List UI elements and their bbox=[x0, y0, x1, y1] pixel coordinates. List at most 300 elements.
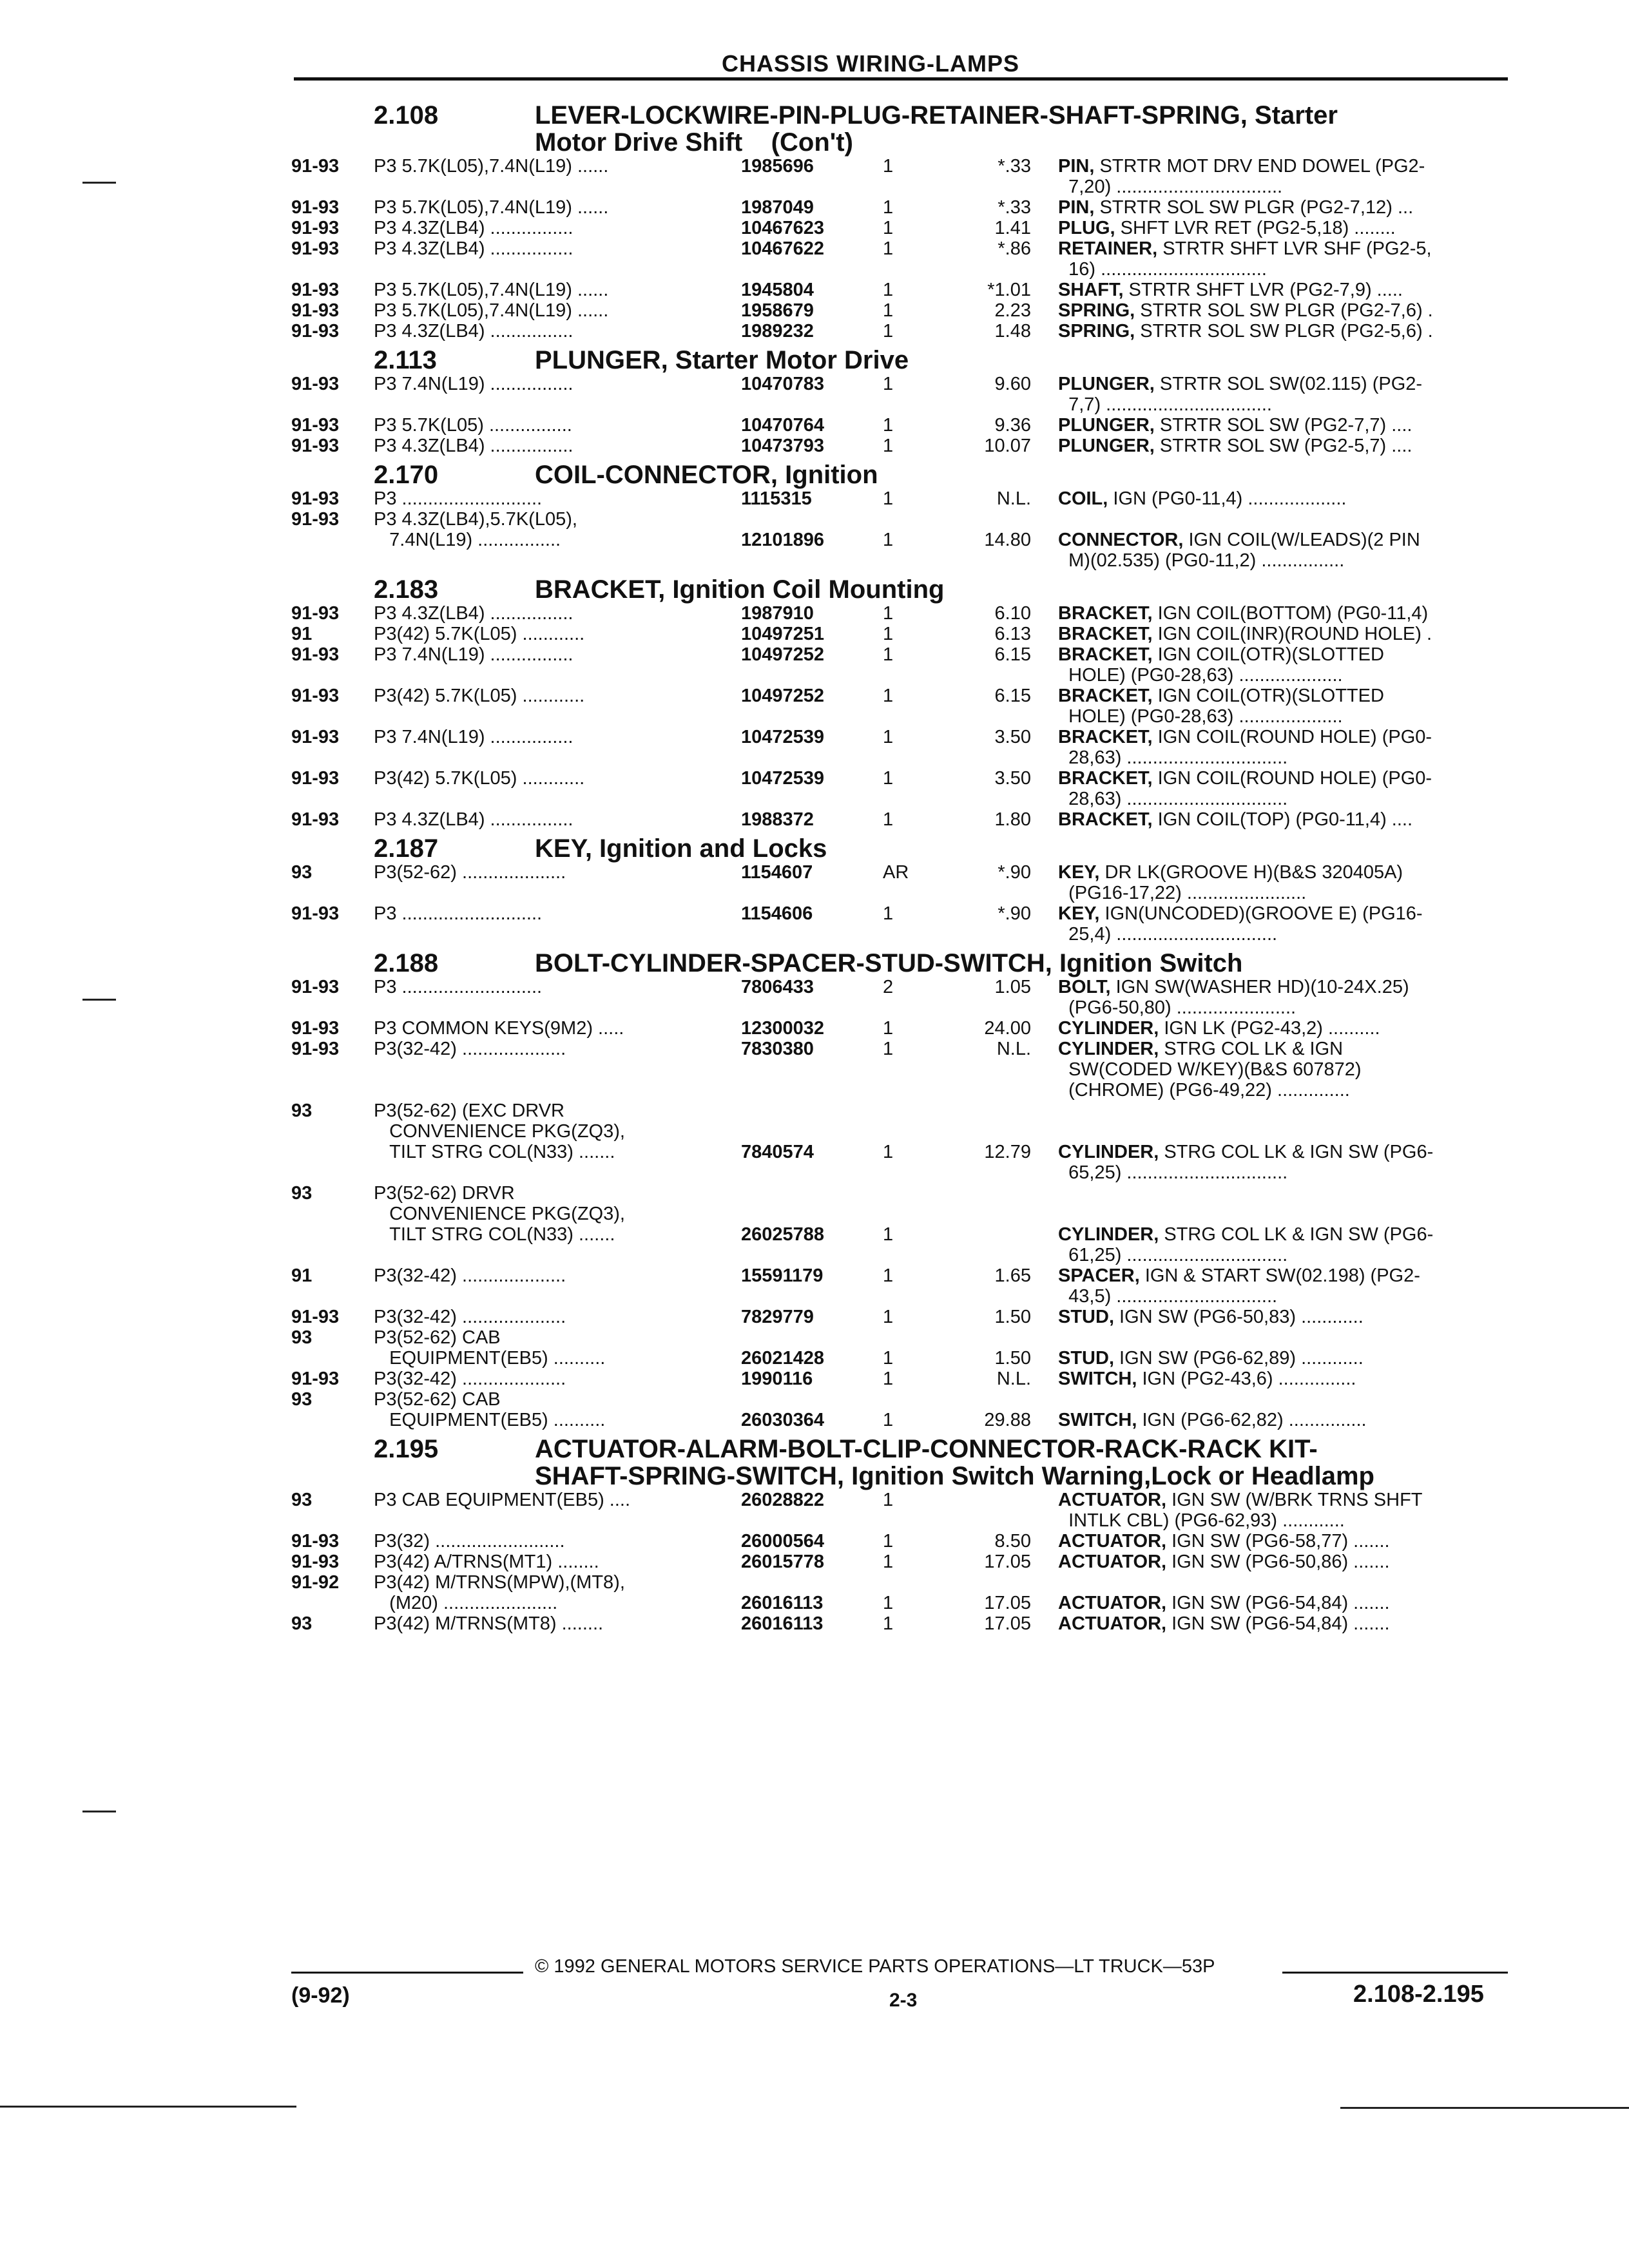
part-row bbox=[291, 1531, 1516, 1552]
part-row bbox=[291, 280, 1516, 300]
part-name: STUD, bbox=[1058, 1348, 1114, 1369]
part-detail: IGN LK (PG2-43,2) .......... bbox=[1159, 1018, 1380, 1039]
part-detail: STRG COL LK & IGN SW(CODED W/KEY)(B&S 607872) (CHROME) (PG6-49,22) .............. bbox=[1068, 1039, 1362, 1100]
quantity: 1 bbox=[883, 768, 894, 789]
application: P3(32-42) .................... bbox=[374, 1369, 566, 1389]
part-number: 26025788 bbox=[741, 1224, 825, 1245]
part-number: 10470783 bbox=[741, 374, 825, 394]
section-title: LEVER-LOCKWIRE-PIN-PLUG-RETAINER-SHAFT-SPRING, Starter bbox=[535, 101, 1338, 130]
quantity: 1 bbox=[883, 1613, 894, 1634]
part-number: 1154606 bbox=[741, 903, 813, 924]
quantity: 1 bbox=[883, 415, 894, 436]
model-years: 91-93 bbox=[291, 488, 340, 509]
part-number: 1985696 bbox=[741, 156, 814, 177]
description bbox=[1058, 1552, 1516, 1572]
part-name: RETAINER, bbox=[1058, 238, 1158, 259]
part-number: 10473793 bbox=[741, 436, 825, 456]
quantity: 2 bbox=[883, 977, 894, 997]
model-years: 93 bbox=[291, 1100, 313, 1121]
part-detail: STRTR SHFT LVR SHF (PG2-5, 16) ................................ bbox=[1068, 238, 1432, 280]
part-detail: IGN COIL(W/LEADS)(2 PIN M)(02.535) (PG0-11,2) ................ bbox=[1068, 530, 1420, 571]
model-years: 91-93 bbox=[291, 374, 340, 394]
part-name: ACTUATOR, bbox=[1058, 1490, 1167, 1510]
part-name: PLUG, bbox=[1058, 218, 1115, 238]
quantity: 1 bbox=[883, 1552, 894, 1572]
description bbox=[1058, 1531, 1516, 1552]
application: P3 5.7K(L05),7.4N(L19) ...... bbox=[374, 300, 609, 321]
price: 1.48 bbox=[994, 321, 1031, 341]
application: P3 COMMON KEYS(9M2) ..... bbox=[374, 1018, 624, 1039]
section-number: 2.108 bbox=[374, 101, 439, 130]
part-detail: IGN COIL(BOTTOM) (PG0-11,4) bbox=[1152, 603, 1429, 624]
part-number: 12300032 bbox=[741, 1018, 825, 1039]
part-number: 1987049 bbox=[741, 197, 814, 218]
part-name: STUD, bbox=[1058, 1307, 1114, 1327]
description bbox=[1058, 903, 1516, 945]
description bbox=[1058, 1018, 1516, 1039]
footer-rule bbox=[291, 1972, 523, 1974]
part-detail: STRG COL LK & IGN SW (PG6- 65,25) ............................... bbox=[1068, 1142, 1434, 1183]
price: 3.50 bbox=[994, 768, 1031, 789]
part-row bbox=[291, 1572, 1516, 1613]
description bbox=[1058, 280, 1516, 300]
section-title-block bbox=[535, 1436, 1516, 1490]
model-years: 91-93 bbox=[291, 809, 340, 830]
description bbox=[1058, 1369, 1516, 1389]
model-years: 93 bbox=[291, 862, 313, 883]
price bbox=[941, 1490, 1058, 1531]
quantity: 1 bbox=[883, 1224, 894, 1245]
part-number: 1987910 bbox=[741, 603, 814, 624]
application: P3(32-42) .................... bbox=[374, 1265, 566, 1286]
quantity: 1 bbox=[883, 1307, 894, 1327]
quantity: 1 bbox=[883, 809, 894, 830]
part-detail: IGN SW (PG6-50,83) ............ bbox=[1114, 1307, 1364, 1327]
part-row bbox=[291, 1552, 1516, 1572]
part-number: 1958679 bbox=[741, 300, 814, 321]
section-header bbox=[291, 576, 1516, 603]
quantity: 1 bbox=[883, 1593, 894, 1613]
section-title-cont: SHAFT-SPRING-SWITCH, Ignition Switch Warning,Lock or Headlamp bbox=[535, 1462, 1374, 1490]
part-row bbox=[291, 1039, 1516, 1100]
quantity: 1 bbox=[883, 300, 894, 321]
part-number: 7806433 bbox=[741, 977, 814, 997]
description bbox=[1058, 374, 1516, 415]
part-name: BRACKET, bbox=[1058, 727, 1153, 747]
model-years: 91 bbox=[291, 1265, 313, 1286]
model-years: 91-93 bbox=[291, 603, 340, 624]
description bbox=[1058, 415, 1516, 436]
part-name: PLUNGER, bbox=[1058, 415, 1155, 436]
part-name: COIL, bbox=[1058, 488, 1108, 509]
scan-line bbox=[1340, 2107, 1629, 2109]
section-header bbox=[291, 102, 1516, 156]
part-number: 1989232 bbox=[741, 321, 814, 341]
application: P3 4.3Z(LB4),5.7K(L05), 7.4N(L19) ................ bbox=[374, 509, 577, 550]
part-row bbox=[291, 488, 1516, 509]
model-years: 93 bbox=[291, 1327, 313, 1348]
price: 17.05 bbox=[984, 1552, 1031, 1572]
footer-copyright: © 1992 GENERAL MOTORS SERVICE PARTS OPERATIONS—LT TRUCK—53P bbox=[535, 1956, 1215, 1977]
part-row bbox=[291, 809, 1516, 830]
application: P3(52-62) CAB EQUIPMENT(EB5) .......... bbox=[374, 1327, 606, 1369]
model-years: 91-93 bbox=[291, 686, 340, 706]
part-detail: STRTR SHFT LVR (PG2-7,9) ..... bbox=[1123, 280, 1403, 300]
quantity: 1 bbox=[883, 1348, 894, 1369]
description bbox=[1058, 509, 1516, 571]
model-years: 93 bbox=[291, 1389, 313, 1410]
part-detail: STRG COL LK & IGN SW (PG6- 61,25) ............................... bbox=[1068, 1224, 1434, 1265]
price: 14.80 bbox=[984, 530, 1031, 550]
part-row bbox=[291, 644, 1516, 686]
punch-mark bbox=[82, 182, 116, 184]
description bbox=[1058, 300, 1516, 321]
section-title-block bbox=[535, 461, 1516, 488]
model-years: 91-93 bbox=[291, 1369, 340, 1389]
part-number: 7829779 bbox=[741, 1307, 814, 1327]
part-name: SPRING, bbox=[1058, 300, 1135, 321]
model-years: 91-93 bbox=[291, 238, 340, 259]
price: 6.15 bbox=[994, 644, 1031, 665]
quantity: 1 bbox=[883, 686, 894, 706]
part-row bbox=[291, 300, 1516, 321]
quantity: 1 bbox=[883, 624, 894, 644]
section-header bbox=[291, 347, 1516, 374]
price: N.L. bbox=[996, 488, 1031, 509]
part-detail: SHFT LVR RET (PG2-5,18) ........ bbox=[1115, 218, 1396, 238]
part-row bbox=[291, 1389, 1516, 1430]
footer-rule bbox=[1282, 1972, 1508, 1974]
quantity: 1 bbox=[883, 156, 894, 177]
application: P3 4.3Z(LB4) ................ bbox=[374, 321, 574, 341]
model-years: 91-93 bbox=[291, 321, 340, 341]
description bbox=[1058, 1327, 1516, 1369]
description bbox=[1058, 1307, 1516, 1327]
price: 2.23 bbox=[994, 300, 1031, 321]
part-name: BOLT, bbox=[1058, 977, 1111, 997]
parts-list bbox=[291, 97, 1516, 1634]
model-years: 91-93 bbox=[291, 1018, 340, 1039]
part-number: 26015778 bbox=[741, 1552, 825, 1572]
title-rule bbox=[294, 77, 1508, 81]
part-row bbox=[291, 624, 1516, 644]
application: P3 7.4N(L19) ................ bbox=[374, 727, 574, 747]
price: *.33 bbox=[998, 156, 1031, 177]
part-row bbox=[291, 903, 1516, 945]
part-number: 7840574 bbox=[741, 1142, 814, 1162]
description bbox=[1058, 809, 1516, 830]
part-number: 26030364 bbox=[741, 1410, 825, 1430]
price: N.L. bbox=[996, 1039, 1031, 1059]
quantity: 1 bbox=[883, 603, 894, 624]
part-name: ACTUATOR, bbox=[1058, 1531, 1167, 1552]
section-number: 2.113 bbox=[374, 346, 437, 374]
part-detail: IGN SW (W/BRK TRNS SHFT INTLK CBL) (PG6-62,93) ............ bbox=[1068, 1490, 1423, 1531]
part-number: 26016113 bbox=[741, 1613, 824, 1634]
application: P3 4.3Z(LB4) ................ bbox=[374, 218, 574, 238]
application: P3(52-62) .................... bbox=[374, 862, 566, 883]
part-detail: DR LK(GROOVE H)(B&S 320405A) (PG16-17,22) ....................... bbox=[1068, 862, 1403, 903]
model-years: 91-92 bbox=[291, 1572, 340, 1593]
section-title: BRACKET, Ignition Coil Mounting bbox=[535, 575, 945, 604]
price: 12.79 bbox=[984, 1142, 1031, 1162]
quantity: 1 bbox=[883, 374, 894, 394]
part-row bbox=[291, 977, 1516, 1018]
application: P3 5.7K(L05),7.4N(L19) ...... bbox=[374, 156, 609, 177]
part-name: ACTUATOR, bbox=[1058, 1613, 1167, 1634]
price: *.90 bbox=[998, 862, 1031, 883]
model-years: 91-93 bbox=[291, 300, 340, 321]
price: 17.05 bbox=[984, 1613, 1031, 1634]
application: P3(42) 5.7K(L05) ............ bbox=[374, 686, 585, 706]
description bbox=[1058, 1039, 1516, 1100]
price: *.33 bbox=[998, 197, 1031, 218]
application: P3 ........................... bbox=[374, 488, 543, 509]
section-header bbox=[291, 461, 1516, 488]
application: P3 4.3Z(LB4) ................ bbox=[374, 436, 574, 456]
description bbox=[1058, 1100, 1516, 1183]
application: P3(42) M/TRNS(MT8) ........ bbox=[374, 1613, 604, 1634]
part-name: ACTUATOR, bbox=[1058, 1552, 1167, 1572]
part-name: BRACKET, bbox=[1058, 809, 1153, 830]
section-title: KEY, Ignition and Locks bbox=[535, 834, 827, 863]
description bbox=[1058, 686, 1516, 727]
part-row bbox=[291, 1490, 1516, 1531]
part-number: 10470764 bbox=[741, 415, 825, 436]
quantity: 1 bbox=[883, 436, 894, 456]
model-years: 91-93 bbox=[291, 903, 340, 924]
description bbox=[1058, 644, 1516, 686]
part-detail: IGN COIL(OTR)(SLOTTED HOLE) (PG0-28,63) .................... bbox=[1068, 686, 1384, 727]
part-number: 10472539 bbox=[741, 727, 825, 747]
description bbox=[1058, 603, 1516, 624]
description bbox=[1058, 727, 1516, 768]
part-row bbox=[291, 238, 1516, 280]
description bbox=[1058, 624, 1516, 644]
part-number: 10472539 bbox=[741, 768, 825, 789]
quantity: 1 bbox=[883, 1039, 894, 1059]
part-row bbox=[291, 686, 1516, 727]
price: 29.88 bbox=[984, 1410, 1031, 1430]
model-years: 91-93 bbox=[291, 644, 340, 665]
section-title: ACTUATOR-ALARM-BOLT-CLIP-CONNECTOR-RACK-RACK KIT- bbox=[535, 1435, 1318, 1463]
section-title: COIL-CONNECTOR, Ignition bbox=[535, 461, 878, 489]
price: 9.60 bbox=[994, 374, 1031, 394]
part-detail: STRTR SOL SW (PG2-7,7) .... bbox=[1154, 415, 1412, 436]
part-row bbox=[291, 415, 1516, 436]
part-number: 1988372 bbox=[741, 809, 814, 830]
part-row bbox=[291, 1100, 1516, 1183]
part-detail: IGN COIL(ROUND HOLE) (PG0- 28,63) ............................... bbox=[1068, 768, 1432, 809]
part-detail: STRTR SOL SW PLGR (PG2-7,12) ... bbox=[1094, 197, 1414, 218]
model-years: 91-93 bbox=[291, 977, 340, 997]
model-years: 91 bbox=[291, 624, 313, 644]
application: P3 4.3Z(LB4) ................ bbox=[374, 603, 574, 624]
quantity: 1 bbox=[883, 1531, 894, 1552]
application: P3 ........................... bbox=[374, 903, 543, 924]
application: P3 4.3Z(LB4) ................ bbox=[374, 238, 574, 259]
part-detail: IGN SW (PG6-54,84) ....... bbox=[1166, 1613, 1390, 1634]
price: *1.01 bbox=[987, 280, 1031, 300]
description bbox=[1058, 436, 1516, 456]
price: 1.65 bbox=[994, 1265, 1031, 1286]
quantity: 1 bbox=[883, 218, 894, 238]
part-detail: IGN COIL(INR)(ROUND HOLE) . bbox=[1152, 624, 1432, 644]
description bbox=[1058, 1613, 1516, 1634]
quantity: 1 bbox=[883, 1018, 894, 1039]
price: 1.05 bbox=[994, 977, 1031, 997]
part-detail: STRTR SOL SW PLGR (PG2-5,6) . bbox=[1135, 321, 1433, 341]
part-name: CYLINDER, bbox=[1058, 1018, 1159, 1039]
description bbox=[1058, 862, 1516, 903]
description bbox=[1058, 197, 1516, 218]
part-number: 1945804 bbox=[741, 280, 814, 300]
part-name: SWITCH, bbox=[1058, 1410, 1137, 1430]
application: P3 4.3Z(LB4) ................ bbox=[374, 809, 574, 830]
part-name: BRACKET, bbox=[1058, 686, 1153, 706]
part-name: CYLINDER, bbox=[1058, 1039, 1159, 1059]
price: 17.05 bbox=[984, 1593, 1031, 1613]
price: 1.41 bbox=[994, 218, 1031, 238]
price: 6.13 bbox=[994, 624, 1031, 644]
part-name: PIN, bbox=[1058, 156, 1095, 177]
part-detail: STRTR SOL SW PLGR (PG2-7,6) . bbox=[1135, 300, 1433, 321]
part-row bbox=[291, 1265, 1516, 1307]
price: *.86 bbox=[998, 238, 1031, 259]
part-number: 7830380 bbox=[741, 1039, 814, 1059]
part-number: 1115315 bbox=[741, 488, 812, 509]
section-title-cont: Motor Drive Shift (Con't) bbox=[535, 128, 853, 157]
part-number: 10497252 bbox=[741, 644, 825, 665]
description bbox=[1058, 218, 1516, 238]
section-title: BOLT-CYLINDER-SPACER-STUD-SWITCH, Ignition Switch bbox=[535, 949, 1243, 977]
part-detail: IGN SW (PG6-62,89) ............ bbox=[1114, 1348, 1364, 1369]
part-number: 26021428 bbox=[741, 1348, 825, 1369]
part-name: SPRING, bbox=[1058, 321, 1135, 341]
scan-line bbox=[0, 2106, 296, 2108]
application: P3 5.7K(L05),7.4N(L19) ...... bbox=[374, 280, 609, 300]
description bbox=[1058, 156, 1516, 197]
model-years: 91-93 bbox=[291, 1039, 340, 1059]
model-years: 91-93 bbox=[291, 509, 340, 530]
model-years: 91-93 bbox=[291, 280, 340, 300]
section-header bbox=[291, 1436, 1516, 1490]
part-row bbox=[291, 1369, 1516, 1389]
part-row bbox=[291, 321, 1516, 341]
part-row bbox=[291, 374, 1516, 415]
description bbox=[1058, 488, 1516, 509]
part-name: SWITCH, bbox=[1058, 1369, 1137, 1389]
section-title-block bbox=[535, 102, 1516, 156]
part-row bbox=[291, 862, 1516, 903]
part-number: 1154607 bbox=[741, 862, 813, 883]
application: P3(42) A/TRNS(MT1) ........ bbox=[374, 1552, 599, 1572]
part-number: 26016113 bbox=[741, 1593, 824, 1613]
part-detail: STRTR MOT DRV END DOWEL (PG2- 7,20) ................................ bbox=[1068, 156, 1425, 197]
part-detail: IGN SW(WASHER HD)(10-24X.25) (PG6-50,80) ....................... bbox=[1068, 977, 1409, 1018]
section-title-block bbox=[535, 835, 1516, 862]
description bbox=[1058, 1265, 1516, 1307]
section-title-block bbox=[535, 576, 1516, 603]
part-detail: IGN SW (PG6-54,84) ....... bbox=[1166, 1593, 1390, 1613]
price: 3.50 bbox=[994, 727, 1031, 747]
part-number: 26028822 bbox=[741, 1490, 825, 1510]
quantity: 1 bbox=[883, 488, 894, 509]
part-detail: IGN SW (PG6-58,77) ....... bbox=[1166, 1531, 1390, 1552]
part-number: 10497252 bbox=[741, 686, 825, 706]
part-row bbox=[291, 1018, 1516, 1039]
application: P3 5.7K(L05) ................ bbox=[374, 415, 572, 436]
section-title: PLUNGER, Starter Motor Drive bbox=[535, 346, 909, 374]
model-years: 91-93 bbox=[291, 156, 340, 177]
model-years: 91-93 bbox=[291, 415, 340, 436]
page-title: CHASSIS WIRING-LAMPS bbox=[722, 50, 1020, 77]
description bbox=[1058, 1572, 1516, 1613]
application: P3 5.7K(L05),7.4N(L19) ...... bbox=[374, 197, 609, 218]
application: P3 CAB EQUIPMENT(EB5) .... bbox=[374, 1490, 631, 1510]
part-detail: STRTR SOL SW(02.115) (PG2- 7,7) ................................ bbox=[1068, 374, 1423, 415]
part-detail: STRTR SOL SW (PG2-5,7) .... bbox=[1154, 436, 1412, 456]
part-name: CONNECTOR, bbox=[1058, 530, 1184, 550]
part-detail: IGN COIL(TOP) (PG0-11,4) .... bbox=[1152, 809, 1413, 830]
footer-page-number: 2-3 bbox=[889, 1990, 918, 2011]
part-detail: IGN(UNCODED)(GROOVE E) (PG16- 25,4) ............................... bbox=[1068, 903, 1423, 945]
model-years: 93 bbox=[291, 1490, 313, 1510]
part-row bbox=[291, 603, 1516, 624]
application: P3(52-62) DRVR CONVENIENCE PKG(ZQ3), TILT STRG COL(N33) ....... bbox=[374, 1183, 625, 1245]
part-number: 26000564 bbox=[741, 1531, 825, 1552]
price: 24.00 bbox=[984, 1018, 1031, 1039]
description bbox=[1058, 1490, 1516, 1531]
application: P3(32-42) .................... bbox=[374, 1307, 566, 1327]
quantity: 1 bbox=[883, 1142, 894, 1162]
application: P3 7.4N(L19) ................ bbox=[374, 644, 574, 665]
model-years: 91-93 bbox=[291, 197, 340, 218]
part-row bbox=[291, 1307, 1516, 1327]
model-years: 91-93 bbox=[291, 1552, 340, 1572]
part-detail: IGN & START SW(02.198) (PG2- 43,5) ............................... bbox=[1068, 1265, 1420, 1307]
part-row bbox=[291, 197, 1516, 218]
model-years: 91-93 bbox=[291, 436, 340, 456]
part-row bbox=[291, 1613, 1516, 1634]
part-number: 1990116 bbox=[741, 1369, 813, 1389]
punch-mark bbox=[82, 999, 116, 1001]
part-name: CYLINDER, bbox=[1058, 1224, 1159, 1245]
model-years: 93 bbox=[291, 1183, 313, 1204]
price: *.90 bbox=[998, 903, 1031, 924]
part-name: PIN, bbox=[1058, 197, 1095, 218]
part-name: PLUNGER, bbox=[1058, 436, 1155, 456]
section-number: 2.183 bbox=[374, 575, 439, 604]
part-row bbox=[291, 727, 1516, 768]
description bbox=[1058, 1183, 1516, 1265]
model-years: 91-93 bbox=[291, 218, 340, 238]
part-number: 10467622 bbox=[741, 238, 825, 259]
part-number: 10467623 bbox=[741, 218, 825, 238]
price: N.L. bbox=[996, 1369, 1031, 1389]
section-header bbox=[291, 835, 1516, 862]
quantity: AR bbox=[883, 862, 909, 883]
part-detail: IGN SW (PG6-50,86) ....... bbox=[1166, 1552, 1390, 1572]
quantity: 1 bbox=[883, 530, 894, 550]
description bbox=[1058, 768, 1516, 809]
model-years: 91-93 bbox=[291, 1531, 340, 1552]
part-row bbox=[291, 436, 1516, 456]
part-detail: IGN (PG2-43,6) ............... bbox=[1137, 1369, 1356, 1389]
price bbox=[941, 1183, 1058, 1265]
part-name: KEY, bbox=[1058, 903, 1100, 924]
part-name: BRACKET, bbox=[1058, 768, 1153, 789]
